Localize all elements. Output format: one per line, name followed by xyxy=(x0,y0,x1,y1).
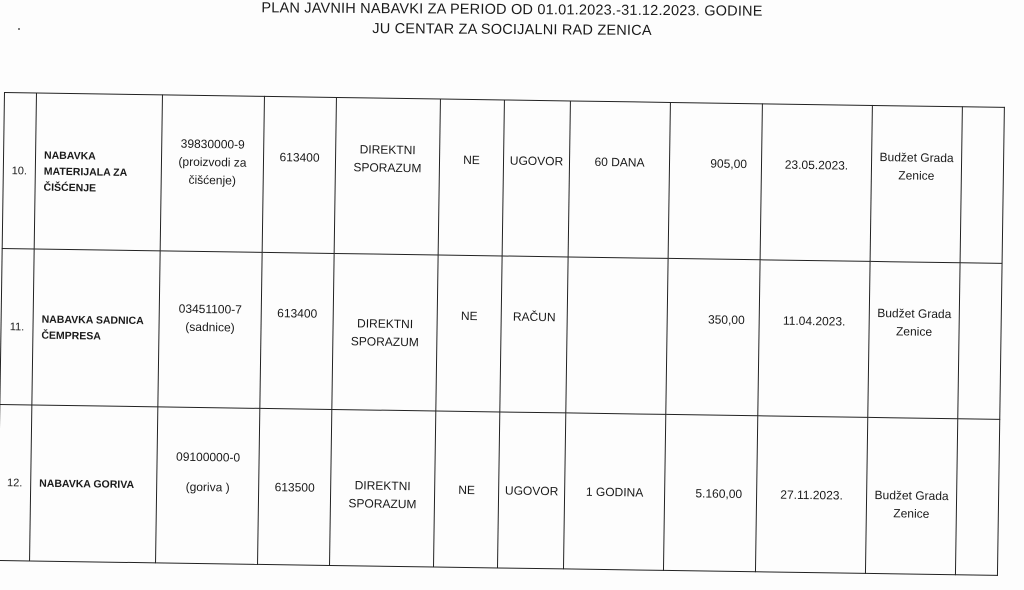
contract-type: RAČUN xyxy=(500,256,568,413)
table-row xyxy=(2,93,1004,264)
estimated-value: 5.160,00 xyxy=(663,414,757,571)
institution-name: JU CENTAR ZA SOCIJALNI RAD ZENICA xyxy=(372,21,652,39)
procurement-table-scan xyxy=(0,92,1024,590)
row-number: 12. xyxy=(0,405,32,561)
budget-account: 613500 xyxy=(258,408,332,565)
lots-flag: NE xyxy=(436,255,502,412)
document-header xyxy=(0,0,1024,80)
item-name: NABAVKA GORIVA xyxy=(30,405,158,563)
cpv-code: 39830000-9 (proizvodi za čišćenje) xyxy=(160,95,264,252)
item-name: NABAVKA SADNICA ČEMPRESA xyxy=(32,249,160,407)
procedure-type: DIREKTNI SPORAZUM xyxy=(332,253,438,411)
funding-source: Budžet Grada Zenice xyxy=(868,261,960,418)
procedure-type: DIREKTNI SPORAZUM xyxy=(330,409,436,567)
planned-date: 11.04.2023. xyxy=(758,260,870,418)
procedure-type: DIREKTNI SPORAZUM xyxy=(334,97,440,255)
empty-cell xyxy=(955,419,999,576)
row-number: 10. xyxy=(2,93,36,249)
item-name: NABAVKA MATERIJALA ZA ČIŠĆENJE xyxy=(34,93,162,251)
scan-speck xyxy=(18,28,20,30)
funding-source: Budžet Grada Zenice xyxy=(865,417,957,574)
lots-flag: NE xyxy=(434,411,500,568)
empty-cell xyxy=(960,107,1004,264)
budget-account: 613400 xyxy=(262,96,336,253)
row-number: 11. xyxy=(0,249,34,405)
empty-cell xyxy=(958,263,1002,420)
contract-duration: 60 DANA xyxy=(568,101,670,258)
planned-date: 27.11.2023. xyxy=(755,416,867,574)
table-row xyxy=(0,249,1002,420)
contract-duration: 1 GODINA xyxy=(563,413,665,570)
estimated-value: 350,00 xyxy=(666,258,760,415)
estimated-value: 905,00 xyxy=(668,102,762,259)
contract-type: UGOVOR xyxy=(497,412,565,569)
plan-title: PLAN JAVNIH NABAVKI ZA PERIOD OD 01.01.2023.-31.12.2023. GODINE xyxy=(261,0,763,20)
lots-flag: NE xyxy=(438,99,504,256)
contract-type: UGOVOR xyxy=(502,100,570,257)
procurement-table xyxy=(0,92,1005,576)
cpv-code: 09100000-0 (goriva ) xyxy=(156,407,260,564)
contract-duration xyxy=(566,257,668,414)
funding-source: Budžet Grada Zenice xyxy=(870,105,962,262)
cpv-code: 03451100-7 (sadnice) xyxy=(158,251,262,408)
budget-account: 613400 xyxy=(260,252,334,409)
table-row xyxy=(0,405,1000,576)
planned-date: 23.05.2023. xyxy=(760,104,872,262)
